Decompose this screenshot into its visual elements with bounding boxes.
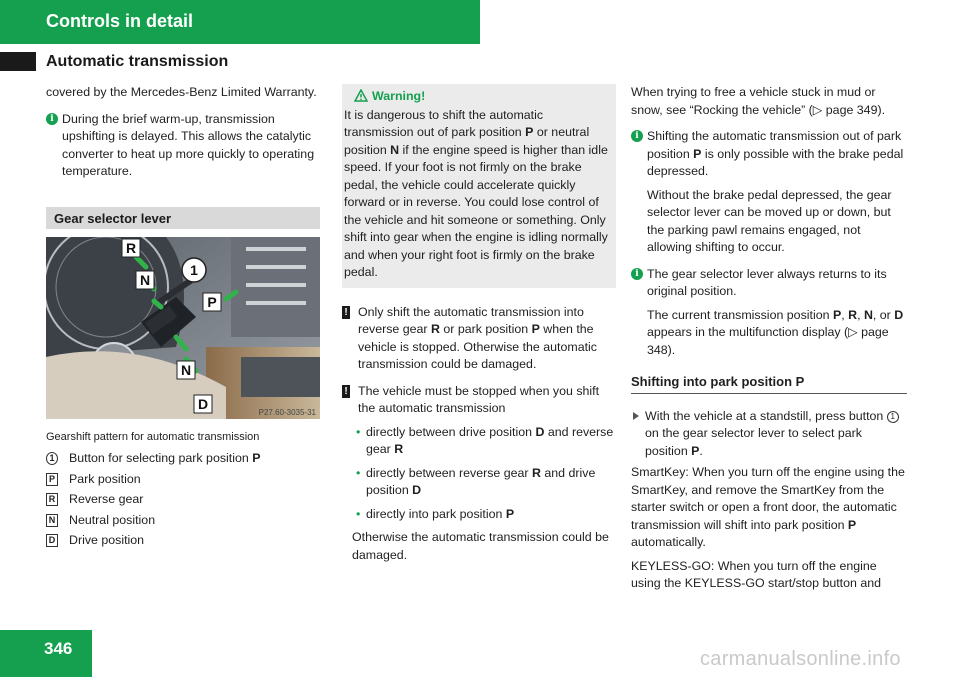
caution-note: ! The vehicle must be stopped when you shift the automatic transmission: [342, 383, 616, 418]
figure-label-r: R: [125, 239, 137, 256]
closing-text: Otherwise the automatic transmission could be damaged.: [352, 530, 609, 562]
section-title: Automatic transmission: [46, 53, 229, 70]
bullet-icon: •: [356, 465, 361, 480]
header-bar: [0, 0, 480, 44]
intro-text: covered by the Mercedes-Benz Limited Warranty.: [46, 85, 317, 99]
exclamation-icon: !: [342, 385, 350, 398]
list-item: • directly between reverse gear R and drive position D: [356, 465, 596, 497]
info-icon: i: [631, 130, 643, 142]
info-continuation: Without the brake pedal depressed, the gear selector lever can be moved up or down, but the parking pawl remains engaged, not allowing shifting to occur.: [647, 187, 892, 254]
legend-key: R: [46, 493, 58, 506]
warning-text: It is dangerous to shift the automatic transmission out of park position P or neutral position N if the engine speed is higher than idle speed. If your foot is not firmly on the brake pedal, the vehicle could accelerate quickly forward or in reverse. You could lose control of the vehicle and hit someone or something. Only shift into gear when the engine is idling normally and when your right foot is firmly on the brake pedal.: [344, 107, 608, 279]
info-icon: i: [46, 113, 58, 125]
info-note: i Shifting the automatic transmission out of park position P is only possible with the brake pedal depressed.: [631, 128, 907, 181]
legend-item: D Drive position: [46, 532, 322, 550]
figure-label-n: N: [139, 271, 151, 288]
legend-key: N: [46, 514, 58, 527]
column-left: [46, 84, 322, 553]
warning-heading: Warning!: [354, 88, 612, 106]
figure-label-p: P: [207, 293, 217, 310]
gear-selector-illustration: [46, 237, 320, 419]
info-continuation: The current transmission position P, R, N, or D appears in the multifunction display (▷ page 348).: [647, 307, 904, 357]
figure-label-d: D: [197, 395, 209, 412]
exclamation-icon: !: [342, 306, 350, 319]
smartkey-text: SmartKey: When you turn off the engine using the SmartKey, and remove the SmartKey from the starter switch or open a front door, the automatic transmission will shift into park position P automatically.: [631, 465, 905, 549]
step-arrow-icon: [633, 412, 639, 420]
info-icon: i: [631, 268, 643, 280]
park-position-heading: Shifting into park position P: [631, 373, 907, 394]
legend-item: N Neutral position: [46, 512, 322, 530]
page-number: 346: [44, 639, 73, 658]
column-middle: [342, 84, 616, 564]
keyless-go-text: KEYLESS-GO: When you turn off the engine using the KEYLESS-GO start/stop button and: [631, 558, 882, 590]
list-item: • directly into park position P: [342, 506, 616, 524]
bullet-icon: •: [356, 424, 361, 439]
warning-triangle-icon: [354, 89, 368, 102]
column-right: [631, 84, 907, 593]
legend-item: R Reverse gear: [46, 491, 322, 509]
chapter-title: Controls in detail: [46, 11, 194, 31]
legend-item: 1 Button for selecting park position P: [46, 450, 322, 468]
legend-list: [46, 450, 322, 550]
figure-caption: Gearshift pattern for automatic transmission: [46, 430, 260, 443]
info-text: During the brief warm-up, transmission upshifting is delayed. This allows the catalytic converter to heat up more quickly to operating temperature.: [62, 111, 315, 178]
instruction-step: With the vehicle at a standstill, press button 1 on the gear selector lever to select park position P.: [631, 408, 907, 461]
page-number-badge: [0, 630, 92, 677]
figure-label-1: 1: [190, 261, 198, 278]
button-number-badge: 1: [887, 411, 899, 423]
figure-label-n-lower: N: [180, 361, 192, 378]
legend-key: D: [46, 534, 58, 547]
rocking-reference: When trying to free a vehicle stuck in mud or snow, see “Rocking the vehicle” (▷ page 349).: [631, 85, 886, 117]
legend-item: P Park position: [46, 471, 322, 489]
list-item: • directly between drive position D and reverse gear R: [356, 424, 614, 456]
info-note: i The gear selector lever always returns to its original position.: [631, 266, 907, 301]
legend-key: 1: [46, 452, 58, 465]
gear-selector-figure: [46, 237, 320, 419]
warning-box: [342, 84, 616, 288]
caution-note: ! Only shift the automatic transmission into reverse gear R or park position P when the vehicle is stopped. Otherwise the automatic transmission could be damaged.: [342, 304, 616, 374]
figure-code: P27.60-3035-31: [258, 407, 316, 417]
legend-key: P: [46, 473, 58, 486]
section-marker: [0, 52, 36, 71]
bullet-icon: •: [356, 506, 361, 521]
info-note: [46, 111, 322, 181]
gear-selector-heading: Gear selector lever: [46, 207, 320, 229]
watermark: carmanualsonline.info: [700, 648, 901, 670]
